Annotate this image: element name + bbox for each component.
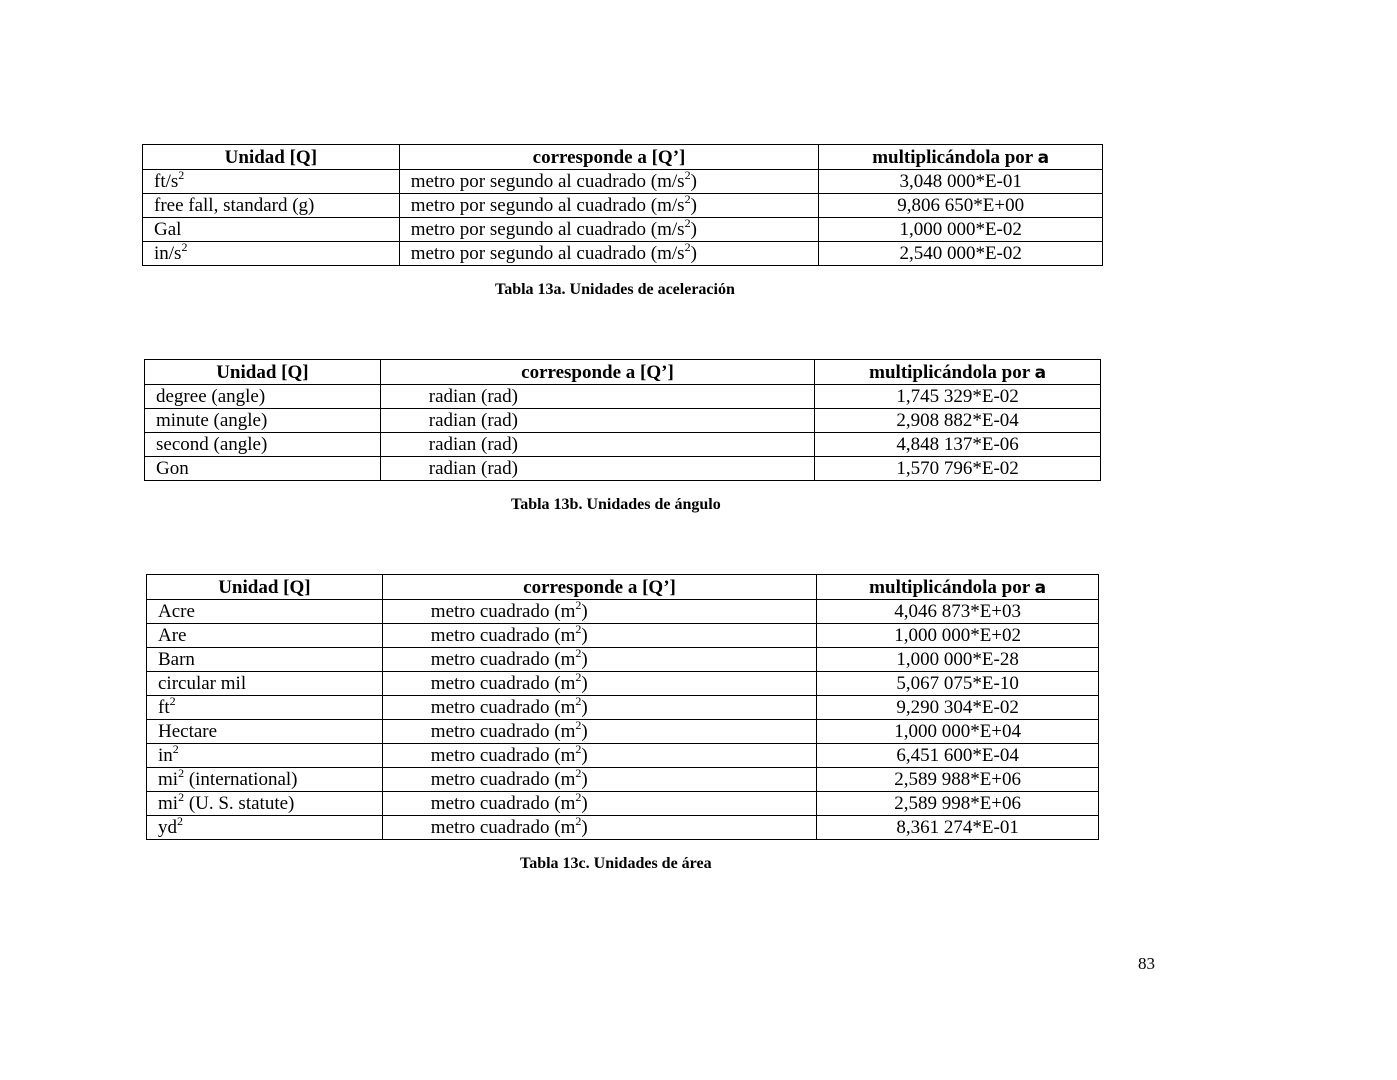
target-tail: ) [581,793,588,814]
table-row [147,744,1099,768]
target-tail: ) [581,625,588,646]
cell-unidad [143,218,400,242]
table-header-row [145,360,1101,385]
cell-unidad [145,457,381,481]
cell-corresponde [380,457,814,481]
target-text: radian (rad) [428,458,518,479]
factor-value: 9,806 650*E+00 [897,195,1025,216]
header-multiplicandola-text: multiplicándola por [869,361,1035,383]
caption-tabla-13a: Tabla 13a. Unidades de aceleración [495,281,735,298]
table-row [145,409,1101,433]
target-text: metro cuadrado (m [430,697,576,718]
target-tail: ) [581,721,588,742]
table-row [143,242,1103,266]
header-multiplicandola [815,360,1101,385]
factor-value: 4,046 873*E+03 [894,601,1022,622]
target-superscript: 2 [575,670,582,684]
target-tail: ) [581,673,588,694]
target-superscript: 2 [575,646,582,660]
factor-value: 3,048 000*E-01 [899,171,1022,192]
alpha-symbol: a [1037,147,1050,168]
unit-tail: (U. S. statute) [184,793,295,814]
unit-text: Hectare [158,721,218,742]
cell-unidad [143,170,400,194]
factor-value: 2,589 998*E+06 [894,793,1022,814]
factor-value: 2,589 988*E+06 [894,769,1022,790]
unit-text: Gon [156,458,189,479]
cell-corresponde [382,744,816,768]
unit-text: Are [158,625,187,646]
cell-corresponde [380,385,814,409]
cell-factor [819,170,1103,194]
unit-superscript: 2 [178,168,185,182]
unit-superscript: 2 [178,766,185,780]
unit-superscript: 2 [172,742,179,756]
target-text: metro cuadrado (m [430,793,576,814]
unit-text: ft/s [154,171,179,192]
factor-value: 2,540 000*E-02 [899,243,1022,264]
target-superscript: 2 [684,168,691,182]
table-row [145,457,1101,481]
target-tail: ) [581,817,588,838]
factor-value: 1,000 000*E+04 [894,721,1022,742]
unit-text: mi [158,769,179,790]
cell-factor [817,744,1099,768]
cell-corresponde [382,696,816,720]
cell-factor [817,696,1099,720]
unit-text: yd [158,817,177,838]
cell-factor [817,816,1099,840]
target-text: metro por segundo al cuadrado (m/s [410,171,685,192]
header-multiplicandola-text: multiplicándola por [872,146,1038,168]
target-superscript: 2 [575,598,582,612]
factor-value: 1,000 000*E-28 [896,649,1019,670]
cell-factor [817,672,1099,696]
unit-text: degree (angle) [156,386,266,407]
target-text: metro cuadrado (m [430,745,576,766]
table-row [147,768,1099,792]
table-row [147,696,1099,720]
cell-factor [815,385,1101,409]
cell-corresponde [382,624,816,648]
table-header-row [143,145,1103,170]
target-tail: ) [581,649,588,670]
cell-unidad [147,744,383,768]
cell-factor [817,648,1099,672]
cell-corresponde [399,170,819,194]
cell-factor [817,792,1099,816]
cell-corresponde [382,768,816,792]
table-row [147,600,1099,624]
table-row [147,648,1099,672]
table-row [145,385,1101,409]
cell-unidad [143,242,400,266]
target-text: radian (rad) [428,434,518,455]
target-superscript: 2 [684,216,691,230]
cell-unidad [145,409,381,433]
target-text: metro cuadrado (m [430,625,576,646]
cell-corresponde [399,218,819,242]
header-unidad: Unidad [Q] [143,145,400,170]
factor-value: 1,745 329*E-02 [896,386,1019,407]
cell-corresponde [399,242,819,266]
page-number: 83 [1138,954,1155,973]
unit-text: Acre [158,601,195,622]
target-superscript: 2 [575,742,582,756]
table-row [143,170,1103,194]
unit-text: in/s [154,243,182,264]
target-text: radian (rad) [428,410,518,431]
cell-corresponde [382,648,816,672]
caption-tabla-13b: Tabla 13b. Unidades de ángulo [511,496,721,513]
cell-unidad [145,385,381,409]
unit-text: Gal [154,219,182,240]
factor-value: 1,570 796*E-02 [896,458,1019,479]
target-text: metro por segundo al cuadrado (m/s [410,195,685,216]
cell-unidad [147,624,383,648]
header-corresponde: corresponde a [Q’] [380,360,814,385]
table-aceleracion [142,144,1103,266]
target-text: metro cuadrado (m [430,769,576,790]
factor-value: 4,848 137*E-06 [896,434,1019,455]
factor-value: 6,451 600*E-04 [896,745,1019,766]
cell-factor [819,218,1103,242]
unit-tail: (international) [184,769,298,790]
target-tail: ) [690,171,697,192]
header-unidad: Unidad [Q] [147,575,383,600]
cell-unidad [145,433,381,457]
unit-superscript: 2 [181,240,188,254]
header-multiplicandola [819,145,1103,170]
header-corresponde: corresponde a [Q’] [382,575,816,600]
cell-factor [815,409,1101,433]
target-tail: ) [690,219,697,240]
cell-unidad [147,720,383,744]
target-superscript: 2 [684,240,691,254]
cell-unidad [147,768,383,792]
target-tail: ) [581,601,588,622]
cell-unidad [143,194,400,218]
cell-factor [815,433,1101,457]
caption-tabla-13c: Tabla 13c. Unidades de área [520,855,712,872]
factor-value: 1,000 000*E-02 [899,219,1022,240]
cell-factor [819,242,1103,266]
target-text: metro por segundo al cuadrado (m/s [410,219,685,240]
target-text: metro cuadrado (m [430,649,576,670]
cell-factor [817,720,1099,744]
target-tail: ) [581,697,588,718]
unit-text: circular mil [158,673,247,694]
target-superscript: 2 [575,694,582,708]
cell-unidad [147,696,383,720]
unit-text: second (angle) [156,434,268,455]
table-angulo [144,359,1101,481]
header-multiplicandola [817,575,1099,600]
target-text: metro cuadrado (m [430,673,576,694]
target-text: metro por segundo al cuadrado (m/s [410,243,685,264]
target-text: metro cuadrado (m [430,721,576,742]
cell-factor [815,457,1101,481]
unit-superscript: 2 [169,694,176,708]
cell-unidad [147,792,383,816]
alpha-symbol: a [1034,577,1047,598]
cell-corresponde [380,433,814,457]
factor-value: 9,290 304*E-02 [896,697,1019,718]
cell-corresponde [399,194,819,218]
unit-superscript: 2 [178,790,185,804]
alpha-symbol: a [1034,362,1047,383]
table-row [143,194,1103,218]
cell-factor [817,768,1099,792]
factor-value: 1,000 000*E+02 [894,625,1022,646]
target-superscript: 2 [575,814,582,828]
unit-text: Barn [158,649,195,670]
cell-corresponde [382,672,816,696]
table-row [145,433,1101,457]
table-header-row [147,575,1099,600]
cell-corresponde [382,600,816,624]
unit-text: minute (angle) [156,410,268,431]
target-superscript: 2 [575,718,582,732]
target-superscript: 2 [684,192,691,206]
target-text: metro cuadrado (m [430,817,576,838]
header-multiplicandola-text: multiplicándola por [869,576,1035,598]
target-superscript: 2 [575,766,582,780]
header-unidad: Unidad [Q] [145,360,381,385]
unit-text: in [158,745,173,766]
table-row [143,218,1103,242]
cell-corresponde [380,409,814,433]
cell-unidad [147,816,383,840]
cell-factor [817,624,1099,648]
unit-text: mi [158,793,179,814]
table-row [147,792,1099,816]
factor-value: 5,067 075*E-10 [896,673,1019,694]
target-text: metro cuadrado (m [430,601,576,622]
target-text: radian (rad) [428,386,518,407]
factor-value: 2,908 882*E-04 [896,410,1019,431]
target-tail: ) [581,769,588,790]
target-tail: ) [581,745,588,766]
cell-corresponde [382,720,816,744]
header-corresponde: corresponde a [Q’] [399,145,819,170]
table-row [147,624,1099,648]
cell-unidad [147,648,383,672]
cell-unidad [147,672,383,696]
factor-value: 8,361 274*E-01 [896,817,1019,838]
target-superscript: 2 [575,790,582,804]
unit-text: free fall, standard (g) [154,195,315,216]
target-tail: ) [690,195,697,216]
cell-unidad [147,600,383,624]
unit-superscript: 2 [177,814,183,828]
cell-factor [817,600,1099,624]
cell-corresponde [382,792,816,816]
table-area [146,574,1099,840]
unit-text: ft [158,697,170,718]
cell-corresponde [382,816,816,840]
target-superscript: 2 [575,622,582,636]
table-row [147,720,1099,744]
table-row [147,672,1099,696]
table-row [147,816,1099,840]
target-tail: ) [690,243,697,264]
cell-factor [819,194,1103,218]
